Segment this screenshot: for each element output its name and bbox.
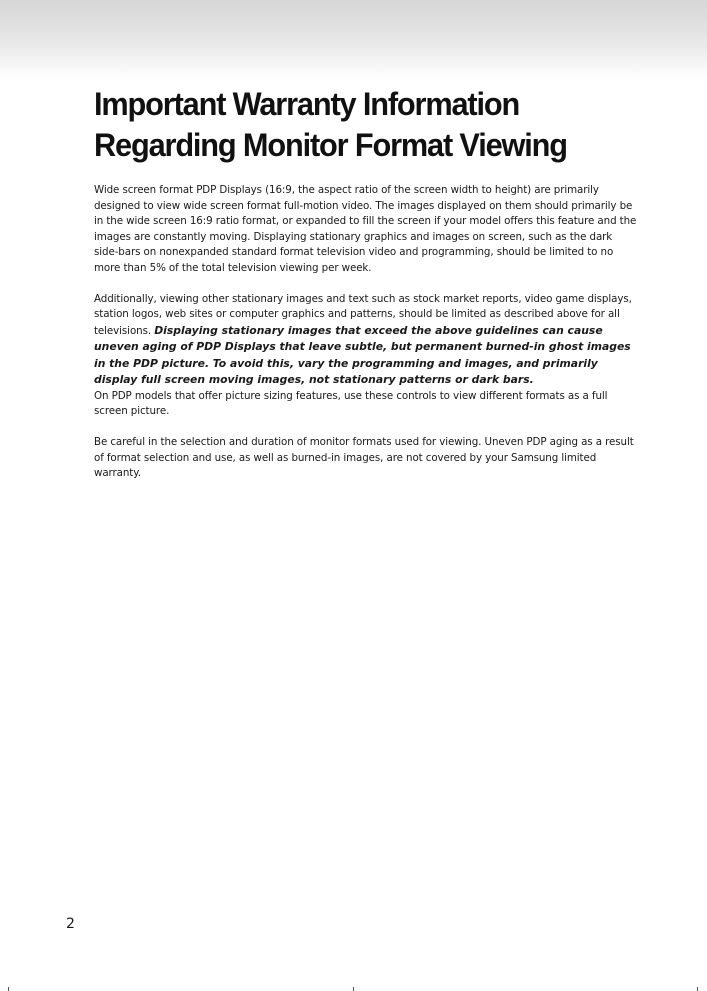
title-line-1: Important Warranty Information bbox=[94, 86, 520, 122]
header-band bbox=[0, 0, 707, 78]
paragraph-3: On PDP models that offer picture sizing features, use these controls to view different formats as a full screen picture. bbox=[94, 389, 608, 417]
paragraph-4: Be careful in the selection and duration of monitor formats used for viewing. Uneven PDP aging as a result of format selection and use, as well as burned-in images, are not covered by your Samsung limited warranty. bbox=[94, 436, 634, 479]
crop-mark-right bbox=[697, 987, 698, 991]
title-line-2: Regarding Monitor Format Viewing bbox=[94, 127, 567, 163]
body-text bbox=[94, 183, 639, 482]
crop-mark-center bbox=[353, 987, 354, 991]
paragraph-1: Wide screen format PDP Displays (16:9, the aspect ratio of the screen width to height) are primarily designed to view wide screen format full-motion video. The images displayed on them should primarily be in the wide screen 16:9 ratio format, or expanded to fill the screen if your model offers this feature and the images are constantly moving. Displaying stationary graphics and images on screen, such as the dark side-bars on nonexpanded standard format television video and programming, should be limited to no more than 5% of the total television viewing per week. bbox=[94, 184, 637, 274]
paragraph-2 bbox=[94, 292, 639, 389]
burn-in-warning: Displaying stationary images that exceed the above guidelines can cause uneven aging of PDP Displays that leave subtle, but permanent burned-in ghost images in the PDP picture. To avoid this, vary the programming and images, and primarily display full screen moving images, not stationary patterns or dark bars. bbox=[94, 323, 631, 386]
paragraph-2-text: Additionally, viewing other stationary images and text such as stock market reports, video game displays, station logos, web sites or computer graphics and patterns, should be limited as described above for all televisions. bbox=[94, 292, 632, 337]
page-title bbox=[94, 84, 632, 166]
crop-mark-left bbox=[8, 987, 9, 991]
page-number: 2 bbox=[66, 916, 75, 932]
